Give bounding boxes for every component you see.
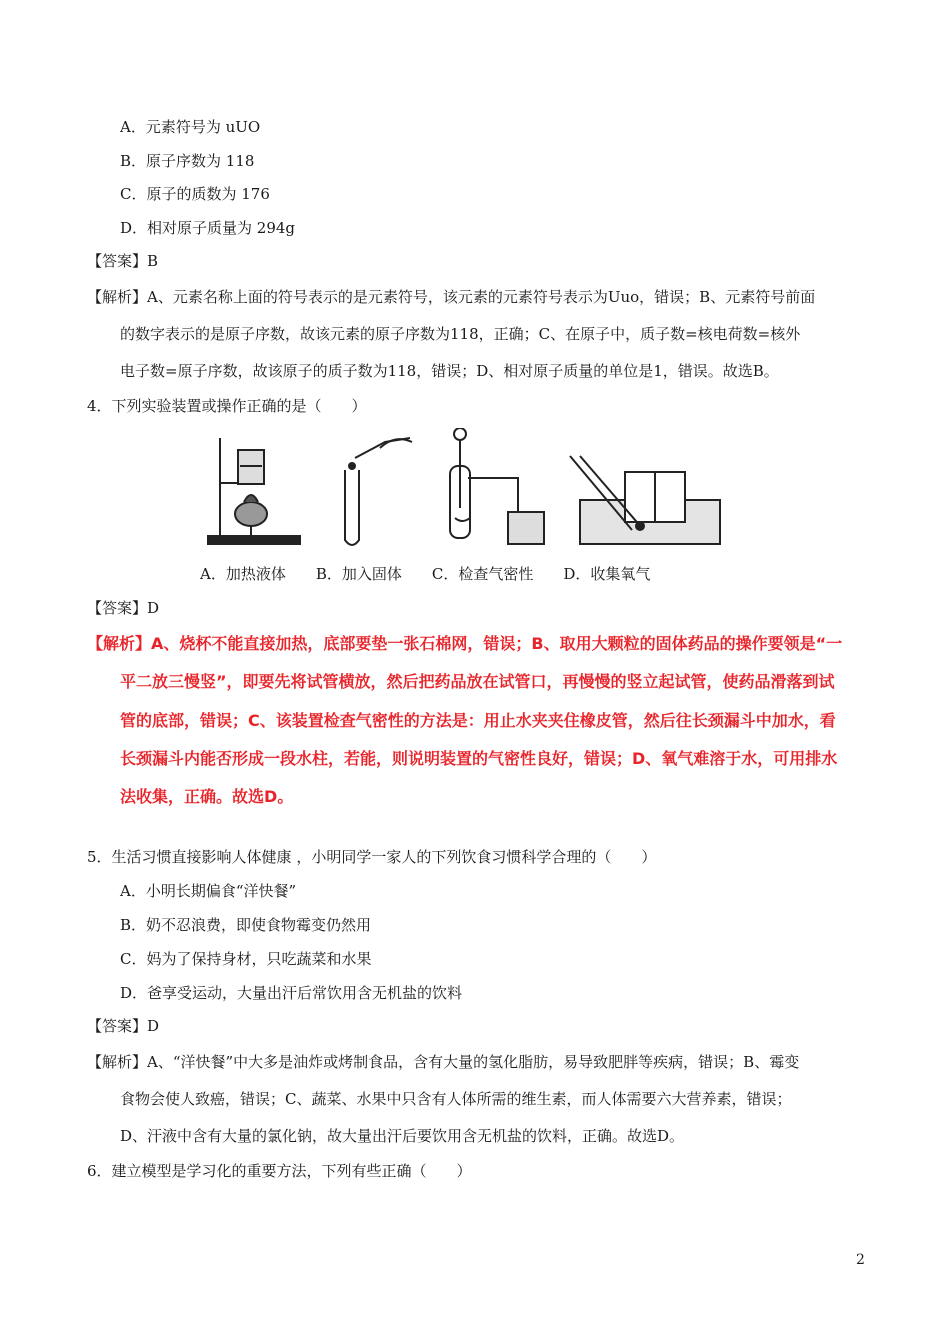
q3-analysis-line-2: 的数字表示的是原子序数，故该元素的原子序数为118，正确；C、在原子中，质子数=核电荷数=核外	[120, 325, 801, 343]
beaker-on-stand-illustration	[208, 438, 300, 544]
lab-apparatus-figure	[200, 428, 740, 553]
q5-option-a: A．小明长期偏食“洋快餐”	[120, 882, 297, 900]
q3-answer: 【答案】B	[87, 252, 159, 270]
q3-analysis-line-1: 【解析】A、元素名称上面的符号表示的是元素符号，该元素的元素符号表示为Uuo，错误；B、元素符号前面	[87, 288, 816, 306]
q4-analysis-line-3: 管的底部，错误；C、该装置检查气密性的方法是：用止水夹夹住橡皮管，然后往长颈漏斗中加水，看	[120, 711, 836, 730]
q4-analysis-line-1: 【解析】A、烧杯不能直接加热，底部要垫一张石棉网，错误；B、取用大颗粒的固体药品的操作要领是“一	[87, 634, 843, 653]
q5-option-c: C．妈为了保持身材，只吃蔬菜和水果	[120, 950, 372, 968]
q5-option-b: B．奶不忍浪费，即使食物霉变仍然用	[120, 916, 372, 934]
q5-answer: 【答案】D	[87, 1017, 160, 1035]
airtightness-check-illustration	[450, 428, 544, 544]
q4-analysis-line-2: 平二放三慢竖”，即要先将试管横放，然后把药品放在试管口，再慢慢的竖立起试管，使药品滑落到试	[120, 672, 835, 691]
q5-option-d: D．爸享受运动，大量出汗后常饮用含无机盐的饮料	[120, 984, 463, 1002]
q3-option-c: C．原子的质数为 176	[120, 185, 270, 203]
q3-option-b: B．原子序数为 118	[120, 152, 255, 170]
water-displacement-illustration	[570, 456, 720, 544]
page-number: 2	[856, 1252, 865, 1268]
q5-stem: 5．生活习惯直接影响人体健康 ，小明同学一家人的下列饮食习惯科学合理的（ ）	[87, 848, 657, 866]
q6-stem: 6．建立模型是学习化的重要方法，下列有些正确（ ）	[87, 1162, 472, 1180]
q5-analysis-line-1: 【解析】A、“洋快餐”中大多是油炸或烤制食品，含有大量的氢化脂肪，易导致肥胖等疾病，错误；B、霉变	[87, 1053, 800, 1071]
q3-option-d: D．相对原子质量为 294g	[120, 219, 296, 237]
q5-analysis-line-2: 食物会使人致癌，错误；C、蔬菜、水果中只含有人体所需的维生素，而人体需要六大营养素，错误；	[120, 1090, 792, 1108]
q5-analysis-line-3: D、汗液中含有大量的氯化钠，故大量出汗后要饮用含无机盐的饮料，正确。故选D。	[120, 1127, 685, 1145]
q4-analysis-line-5: 法收集，正确。故选D。	[120, 787, 294, 806]
q4-stem: 4．下列实验装置或操作正确的是（ ）	[87, 397, 367, 415]
q4-analysis-line-4: 长颈漏斗内能否形成一段水柱，若能，则说明装置的气密性良好，错误；D、氧气难溶于水，可用排水	[120, 749, 838, 768]
q4-figure-caption: A．加热液体 B．加入固体 C．检查气密性 D．收集氧气	[200, 565, 651, 583]
q3-analysis-line-3: 电子数=原子序数，故该原子的质子数为118，错误；D、相对原子质量的单位是1，错误。故选B。	[120, 362, 779, 380]
q3-option-a: A．元素符号为 uUO	[120, 118, 261, 136]
test-tube-solid-illustration	[345, 438, 412, 545]
q4-answer: 【答案】D	[87, 599, 160, 617]
